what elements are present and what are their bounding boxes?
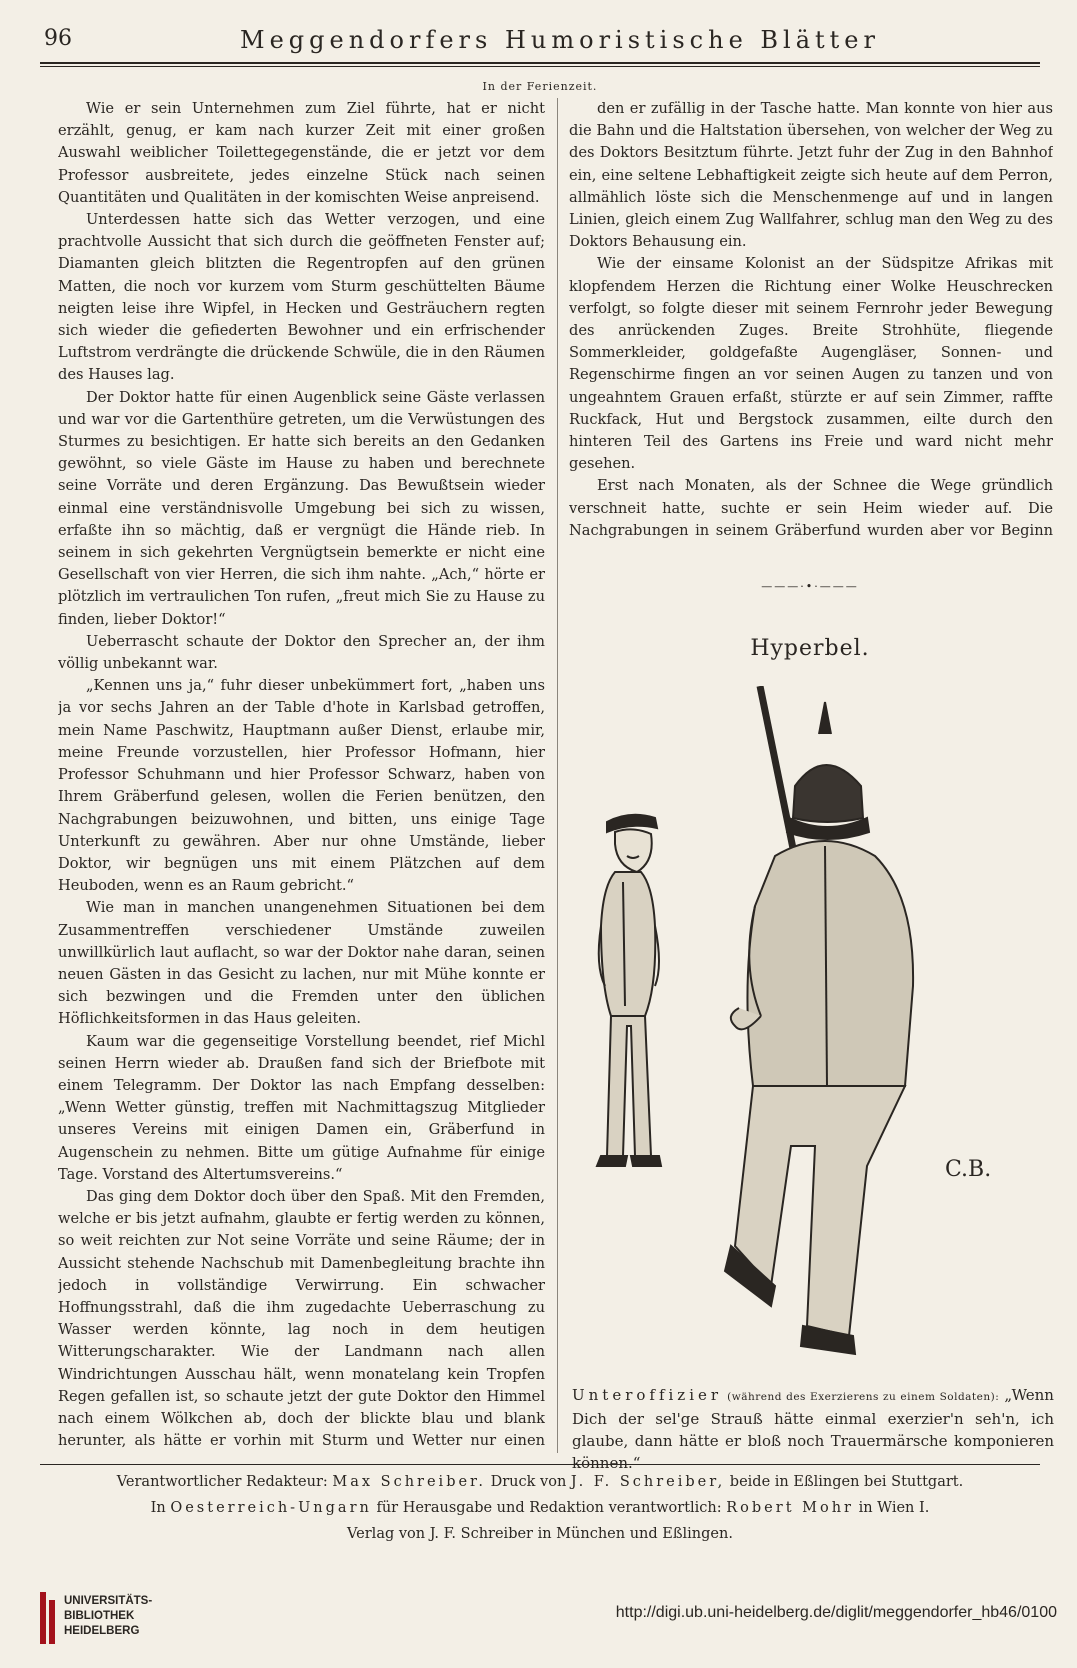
footer-label: für Herausgabe und Redaktion verantwortlich: (376, 1500, 722, 1516)
library-name-line: BIBLIOTHEK (64, 1610, 135, 1622)
officer-figure (597, 815, 661, 1166)
footer-label: In (150, 1500, 166, 1516)
library-logo-icon (40, 1592, 58, 1644)
paragraph: Wie er sein Unternehmen zum Ziel führte, hat er nicht erzählt, genug, er kam nach kurzer Zeit mit einer großen Auswahl weiblicher Toilettegegenstände, die er jetzt vor dem Professor ausbreitete, jedes einzelne Stück nach seinen Quantitäten und Qualitäten in der komischten Weise anpreisend. (58, 100, 545, 206)
footer-editor-austria: Robert Mohr (726, 1500, 854, 1516)
header-rule (40, 62, 1040, 64)
series-title: In der Ferienzeit. (482, 80, 598, 93)
footer-country: Oesterreich-Ungarn (170, 1500, 372, 1516)
source-url[interactable]: http://digi.ub.uni-heidelberg.de/diglit/meggendorfer_hb46/0100 (615, 1604, 1057, 1621)
footer-rule (40, 1464, 1040, 1465)
paragraph: Wie man in manchen unangenehmen Situationen bei dem Zusammentreffen verschiedener Umstände zuweilen unwillkürlich laut auflacht, so war der Doktor nahe daran, seinen neuen Gästen in das Gesicht zu lachen, nur mit Mühe konnte er sich bezwingen und die Fremden unter den üblichen Höflichkeitsformen in das Haus geleiten. (58, 899, 545, 1028)
caption-stage-direction: (während des Exerzierens zu einem Soldaten): (727, 1391, 1000, 1403)
paragraph: Unterdessen hatte sich das Wetter verzogen, und eine prachtvolle Aussicht that sich durch die geöffneten Fenster auf; Diamanten gleich blitzten die Regentropfen auf den grünen Matten, die noch vor kurzem vom Sturm geschüttelten Bäume neigten leise ihre Wipfel, in Hecken und Gesträuchern regten sich wieder die gefiederten Bewohner und ein erfrischender Luftstrom verdrängte die drückende Schwüle, die in den Räumen des Hauses lag. (58, 211, 545, 384)
cartoon-title: Hyperbel. (750, 636, 870, 661)
paragraph: Wie der einsame Kolonist an der Südspitze Afrikas mit klopfendem Herzen die Richtung einer Wolke Heuschrecken verfolgt, so folgte dieser mit seinem Fernrohr jeder Bewegung des anrückenden Zuges. Breite Strohhüte, fliegende Sommerkleider, goldgefaßte Augengläser, Sonnen- und Regenschirme fingen an vor seinen Augen zu tanzen und von ungeahntem Grauen erfaßt, stürzte er auf sein Zimmer, raffte Ruckfack, Hut und Bergstock zusammen, eilte durch den hinteren Teil des Gartens ins Freie und ward nicht mehr gesehen. (569, 255, 1053, 473)
paragraph: Das ging dem Doktor doch über den Spaß. Mit den Fremden, welche er bis jetzt aufnahm, glaubte er fertig werden zu können, so weit reichten zur Not seine Vorräte und seine Räume; der in Aussicht stehende Nachschub mit Damenbegleitung brachte ihn jedoch in vollständige Verwirrung. Ein schwacher Hoffnungsstrahl, daß die ihm zugedachte Ueberraschung zu Wasser werden könnte, lag noch in dem heutigen Witterungscharakter. Wie der Landmann nach allen Windrichtungen Ausschau hält, wenn monatelang kein Tropfen Regen gefallen ist, so schaute jetzt der gute Doktor den Himmel nach einem Wölkchen ab, doch der blickte blau und blank herunter, als hätte er vorhin mit Sturm und Wetter nur einen (58, 1187, 545, 1450)
footer-printer: J. F. Schreiber, (570, 1474, 726, 1490)
footer-editor: Max Schreiber. (332, 1474, 487, 1490)
section-ornament: ———·•·——— (761, 580, 859, 593)
cartoon-caption (572, 1384, 1054, 1474)
header-rule-thin (40, 66, 1040, 67)
journal-title: Meggendorfers Humoristische Blätter (240, 26, 880, 54)
cartoon-illustration (575, 686, 1045, 1368)
library-name (64, 1594, 152, 1639)
paragraph: Der Doktor hatte für einen Augenblick seine Gäste verlassen und war vor die Gartenthüre getreten, um die Verwüstungen des Sturmes zu besichtigen. Er hatte sich bereits an den Gedanken gewöhnt, so viele Gäste im Hause zu haben und berechnete seine Vorräte und deren Ergänzung. Das Bewußtsein wieder einmal eine verständnisvolle Umgebung bei sich zu wissen, erfaßte ihn so mächtig, daß er vergnügt die Hände rieb. In seinem in sich gekehrten Vergnügtsein bemerkte er nicht eine Gesellschaft von vier Herren, die sich ihm nahte. „Ach,“ hörte er plötzlich im vertraulichen Ton rufen, „freut mich Sie zu Hause zu finden, lieber Doktor!“ (58, 388, 545, 628)
page-number: 96 (44, 26, 72, 51)
column-divider (557, 98, 558, 1453)
footer-label: Verantwortlicher Redakteur: (116, 1474, 328, 1490)
footer-label: Druck von (490, 1474, 567, 1490)
footer-line-3: Verlag von J. F. Schreiber in München und Eßlingen. (347, 1526, 733, 1542)
story-column-right (569, 98, 1053, 538)
artist-signature: C.B. (945, 1157, 992, 1182)
caption-speaker: Unteroffizier (572, 1386, 723, 1404)
footer-line-2 (40, 1500, 1040, 1516)
footer-line-1 (40, 1474, 1040, 1490)
paragraph: den er zufällig in der Tasche hatte. Man konnte von hier aus die Bahn und die Haltstation übersehen, von welcher der Weg zu des Doktors Besitztum führte. Jetzt fuhr der Zug in den Bahnhof ein, eine seltene Lebhaftigkeit zeigte sich heute auf dem Perron, allmählich löste sich die Menschenmenge auf und in langen Linien, gleich einem Zug Wallfahrer, schlug man den Weg zu des Doktors Behausung ein. (569, 100, 1053, 251)
paragraph: „Kennen uns ja,“ fuhr dieser unbekümmert fort, „haben uns ja vor sechs Jahren an der Table d'hote in Karlsbad getroffen, mein Name Paschwitz, Hauptmann außer Dienst, erlaube mir, meine Freunde vorzustellen, hier Professor Hofmann, hier Professor Schuhmann und hier Professor Schwarz, haben von Ihrem Gräberfund gelesen, wollen die Ferien benützen, den Nachgrabungen beizuwohnen, und bitten, uns einige Tage Unterkunft zu gewähren. Aber nur ohne Umstände, lieber Doktor, wir begnügen uns mit einem Plätzchen auf dem Heuboden, wenn es an Raum gebricht.“ (58, 677, 545, 895)
library-name-line: HEIDELBERG (64, 1625, 140, 1637)
story-column-left (58, 98, 545, 1453)
paragraph: Erst nach Monaten, als der Schnee die Wege gründlich verschneit hatte, suchte er sein Heim wieder auf. Die Nachgrabungen in seinem Gräberfund wurden aber vor Beginn (569, 477, 1053, 538)
footer-label: in Wien I. (858, 1500, 930, 1516)
caption-quote: „Wenn Dich der sel'ge Strauß hätte einmal exerzier'n seh'n, ich glaube, dann hätte er bloß noch Trauermärsche komponieren können.“ (572, 1386, 1054, 1472)
paragraph: Kaum war die gegenseitige Vorstellung beendet, rief Michl seinen Herrn wieder ab. Draußen fand sich der Briefbote mit einem Telegramm. Der Doktor las nach Empfang desselben: „Wenn Wetter günstig, treffen mit Nachmittagszug Mitglieder unseres Vereins mit einigen Damen ein, Gräberfund in Augenschein zu nehmen. Bitte um gütige Aufnahme für einige Tage. Vorstand des Altertumsvereins.“ (58, 1032, 545, 1183)
soldier-figure (725, 686, 913, 1354)
footer-label: beide in Eßlingen bei Stuttgart. (729, 1474, 964, 1490)
paragraph: Ueberrascht schaute der Doktor den Sprecher an, der ihm völlig unbekannt war. (58, 632, 545, 673)
library-name-line: UNIVERSITÄTS- (64, 1595, 153, 1607)
